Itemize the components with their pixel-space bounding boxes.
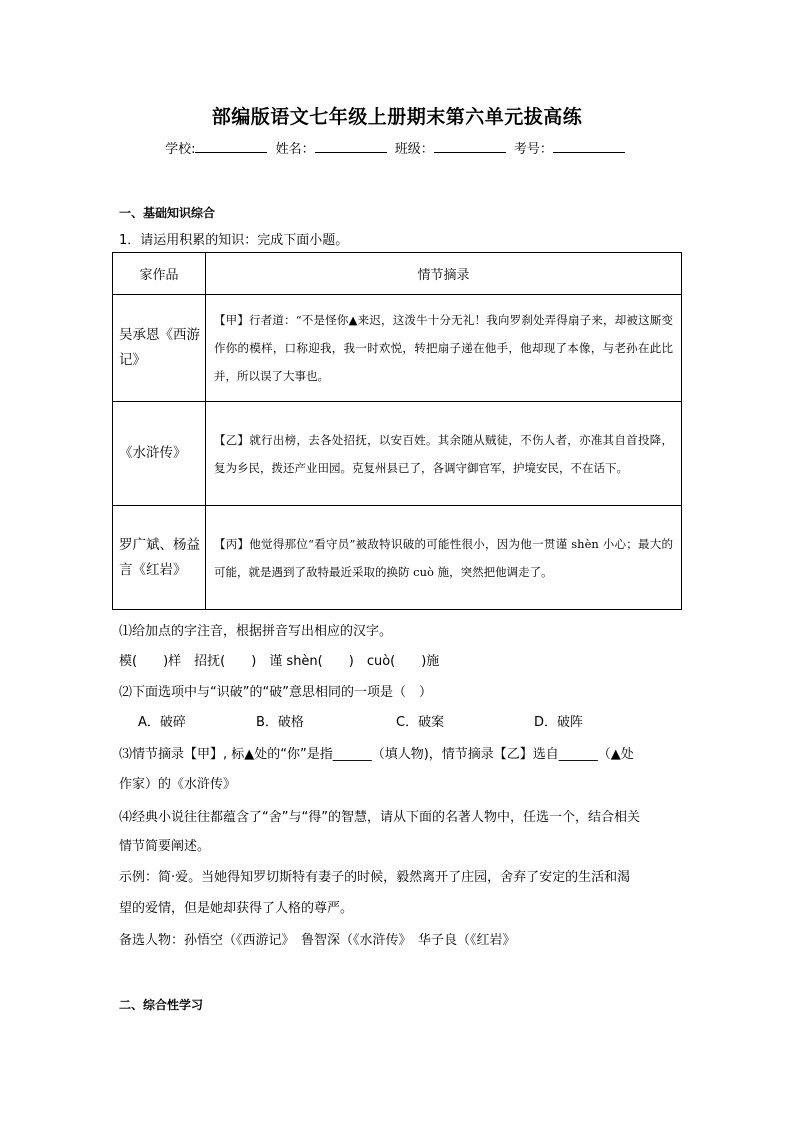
option-b[interactable]: B．破格 — [256, 715, 304, 730]
sub-question-4-line2: 情节简要阐述。 — [119, 839, 211, 854]
sub-question-1: ⑴给加点的字注音，根据拼音写出相应的汉字。 — [119, 624, 393, 639]
candidate-characters: 备选人物：孙悟空（《西游记》 鲁智深（《水浒传》 华子良（《红岩》 — [119, 933, 516, 948]
excerpt-text: 他觉得那位“看守员”被敌特识破的可能性很小，因为他一贯谨 shèn 小心；最大的可能，就是遇到了敌特最近采取的换防 cuò 施，突然把他调走了。 — [214, 536, 674, 579]
sub-question-4-line1: ⑷经典小说往往都蕴含了“舍”与“得”的智慧，请从下面的名著人物中，任选一个，结合相关 — [119, 810, 640, 825]
class-label: 班级： — [394, 142, 434, 157]
excerpt-text: 行者道：“不是怪你▲来迟，这泼牛十分无礼！我向罗刹处弄得扇子来，却被这厮变作你的模样，口称迎我，我一时欢悦，转把扇子递在他手，他却现了本像，与老孙在此比并，所以误了大事也。 — [214, 313, 673, 383]
example-line2: 望的爱情，但是她却获得了人格的尊严。 — [119, 901, 354, 916]
number-label: 考号： — [513, 142, 553, 157]
page-title: 部编版语文七年级上册期末第六单元拔高练 — [211, 106, 583, 128]
sub-question-3-line2: 作家）的《水浒传》 — [119, 777, 237, 792]
question-1-stem: 1．请运用积累的知识：完成下面小题。 — [119, 233, 349, 248]
option-d[interactable]: D．破阵 — [534, 715, 584, 730]
school-blank[interactable] — [195, 139, 267, 153]
sub-question-1-items: 模( )样 招抚( ) 谨 shèn( ) cuò( )施 — [119, 654, 440, 669]
section-heading-comprehensive: 二、综合性学习 — [119, 998, 204, 1012]
header-excerpt: 情节摘录 — [206, 253, 682, 295]
row-author: 罗广斌、杨益言《红岩》 — [113, 506, 206, 610]
sub-question-2-options — [138, 711, 583, 730]
header-author: 家作品 — [113, 253, 206, 295]
table-row — [113, 402, 682, 506]
example-line1: 示例：简·爱。当她得知罗切斯特有妻子的时候，毅然离开了庄园，舍弃了安定的生活和渴 — [119, 870, 631, 885]
table-header-row — [113, 253, 682, 295]
option-c[interactable]: C．破案 — [396, 715, 445, 730]
row-excerpt — [206, 506, 682, 610]
name-label: 姓名： — [275, 142, 315, 157]
section-heading-basic: 一、基础知识综合 — [119, 206, 216, 220]
row-excerpt — [206, 402, 682, 506]
excerpt-text: 就行出榜，去各处招抚，以安百姓。其余随从贼徒，不伤人者，亦准其自首投降，复为乡民，拨还产业田园。克复州县已了，各调守御官军，护境安民，不在话下。 — [214, 432, 674, 475]
table-row — [113, 295, 682, 402]
excerpt-tag: 【乙】 — [214, 432, 250, 447]
excerpt-tag: 【甲】 — [214, 313, 250, 327]
excerpt-table — [112, 252, 682, 610]
student-info-line — [0, 138, 794, 157]
row-excerpt — [206, 295, 682, 402]
class-blank[interactable] — [434, 139, 506, 153]
row-author: 《水浒传》 — [113, 402, 206, 506]
table-row — [113, 506, 682, 610]
option-a[interactable]: A．破碎 — [138, 715, 186, 730]
number-blank[interactable] — [553, 139, 625, 153]
school-label: 学校: — [165, 142, 196, 157]
excerpt-tag: 【丙】 — [214, 536, 250, 551]
name-blank[interactable] — [315, 139, 387, 153]
row-author: 吴承恩《西游记》 — [113, 295, 206, 402]
sub-question-3-line1: ⑶情节摘录【甲】, 标▲处的“你”是指______（填人物)，情节摘录【乙】选自______（▲处 — [119, 747, 634, 762]
sub-question-2: ⑵下面选项中与“识破”的“破”意思相同的一项是（ ） — [119, 685, 432, 700]
